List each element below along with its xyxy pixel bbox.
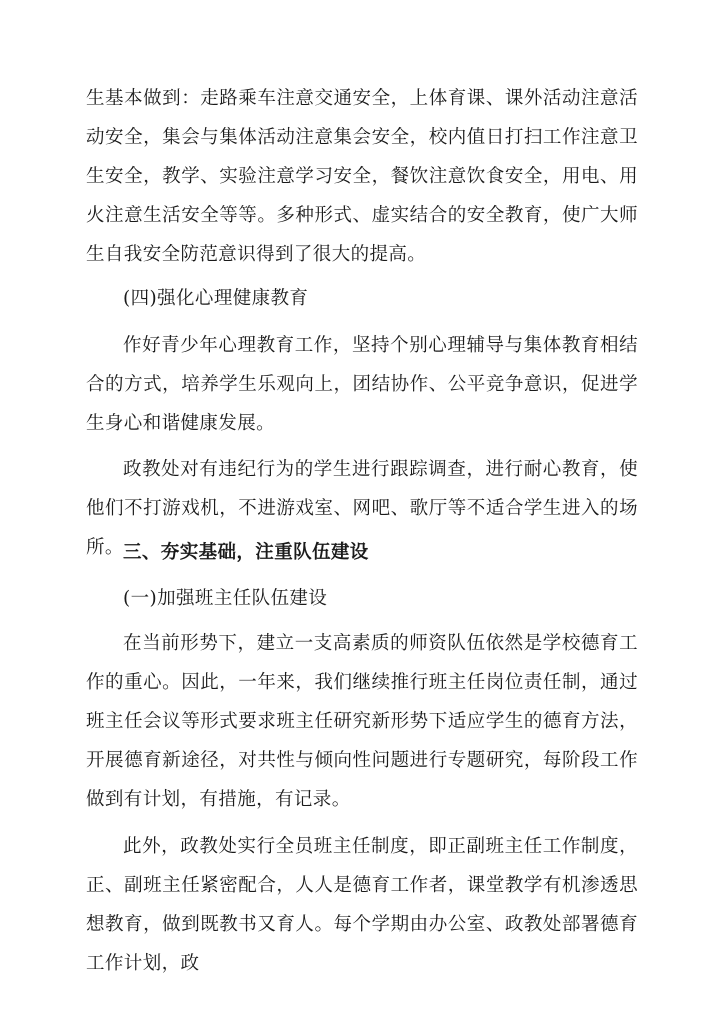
paragraph-mental-health: 作好青少年心理教育工作，坚持个别心理辅导与集体教育相结合的方式，培养学生乐观向上，团结协作、公平竞争意识，促进学生身心和谐健康发展。 bbox=[86, 335, 638, 434]
subheading-mental-health: (四)强化心理健康教育 bbox=[123, 288, 309, 309]
paragraph-all-staff-head-teacher: 此外，政教处实行全员班主任制度，即正副班主任工作制度，正、副班主任紧密配合，人人是德育工作者，课堂教学有机渗透思想教育，做到既教书又育人。每个学期由办公室、政教处部署德育工作计划，政 bbox=[86, 836, 638, 974]
section-heading-team-building: 三、夯实基础，注重队伍建设 bbox=[123, 542, 369, 563]
subheading-head-teacher-team: (一)加强班主任队伍建设 bbox=[123, 588, 328, 609]
paragraph-head-teacher-responsibility: 在当前形势下，建立一支高素质的师资队伍依然是学校德育工作的重心。因此，一年来，我们继续推行班主任岗位责任制，通过班主任会议等形式要求班主任研究新形势下适应学生的德育方法，开展德育新途径，对共性与倾向性问题进行专题研究，每阶段工作做到有计划，有措施，有记录。 bbox=[86, 633, 638, 810]
paragraph-safety-education: 生基本做到：走路乘车注意交通安全，上体育课、课外活动注意活动安全，集会与集体活动注意集会安全，校内值日打扫工作注意卫生安全，教学、实验注意学习安全，餐饮注意饮食安全，用电、用火注意生活安全等等。多种形式、虚实结合的安全教育，使广大师生自我安全防范意识得到了很大的提高。 bbox=[86, 88, 638, 265]
paragraph-discipline-follow-up: 政教处对有违纪行为的学生进行跟踪调查，进行耐心教育，使他们不打游戏机，不进游戏室、网吧、歌厅等不适合学生进入的场所。 bbox=[86, 459, 638, 558]
